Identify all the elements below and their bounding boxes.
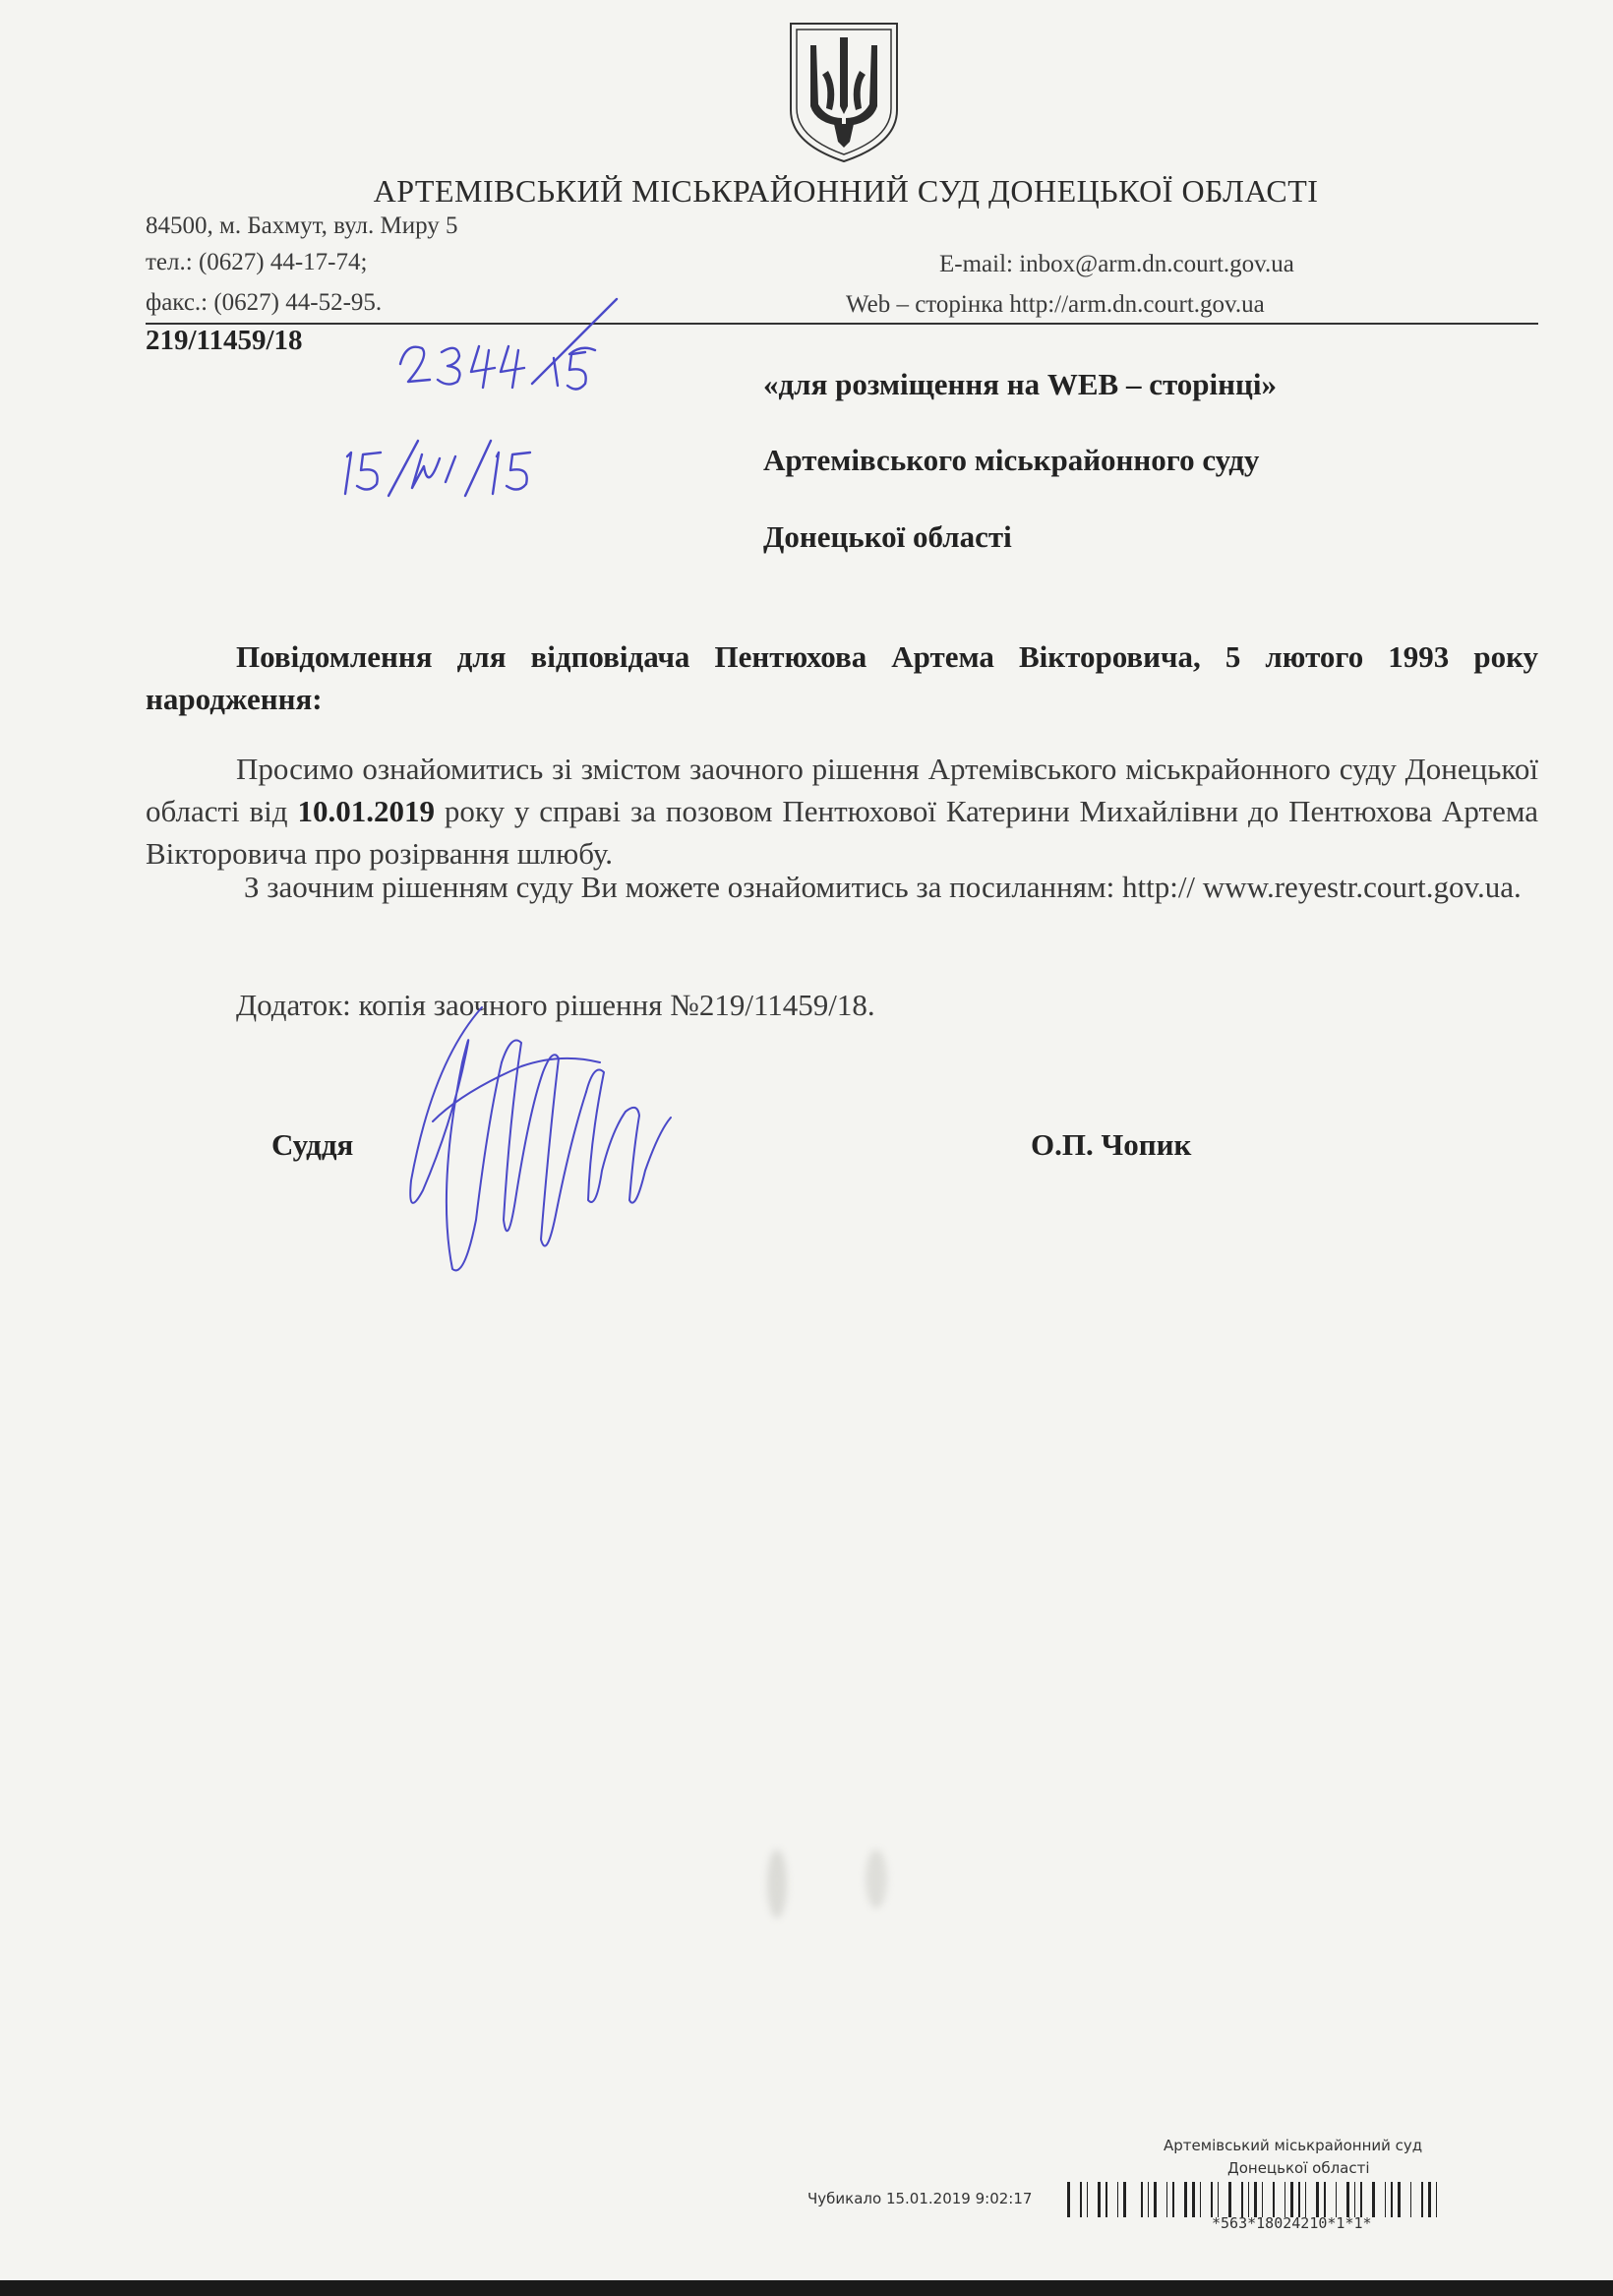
barcode-bar (1200, 2182, 1201, 2217)
case-number: 219/11459/18 (146, 325, 303, 356)
barcode-bar (1298, 2182, 1300, 2217)
judge-signature (393, 1003, 688, 1279)
barcode-bar (1398, 2182, 1401, 2217)
barcode-bar (1154, 2182, 1157, 2217)
barcode-bar (1305, 2182, 1306, 2217)
stamp-court-line-2: Донецької області (1227, 2159, 1370, 2177)
barcode-bar (1262, 2182, 1263, 2217)
barcode-bar (1117, 2182, 1118, 2217)
attachment-text: Додаток: копія заочного рішення №219/11459/18. (236, 988, 875, 1022)
decision-date: 10.01.2019 (297, 794, 435, 828)
barcode-bar (1410, 2182, 1411, 2217)
registration-barcode (1067, 2182, 1541, 2217)
barcode-bar (1211, 2182, 1213, 2217)
barcode-bar (1166, 2182, 1167, 2217)
paper-smudge (767, 1849, 787, 1918)
barcode-bar (1316, 2182, 1319, 2217)
scan-edge (0, 2280, 1613, 2296)
barcode-bar (1141, 2182, 1143, 2217)
body-paragraph-2 (146, 866, 1538, 908)
barcode-bar (1428, 2182, 1431, 2217)
barcode-bar (1218, 2182, 1219, 2217)
barcode-bar (1346, 2182, 1349, 2217)
barcode-bar (1172, 2182, 1174, 2217)
stamp-court-line-1: Артемівський міськрайонний суд (1164, 2137, 1423, 2154)
court-name: АРТЕМІВСЬКИЙ МІСЬКРАЙОННИЙ СУД ДОНЕЦЬКОЇ ОБЛАСТІ (373, 173, 1319, 209)
barcode-bar (1148, 2182, 1149, 2217)
addressee-line-3: Донецької області (763, 519, 1012, 554)
barcode-bar (1336, 2182, 1337, 2217)
barcode-bar (1192, 2182, 1195, 2217)
barcode-bar (1290, 2182, 1293, 2217)
barcode-bar (1273, 2182, 1275, 2217)
barcode-bar (1360, 2182, 1362, 2217)
body-paragraph-1 (146, 748, 1538, 875)
barcode-bar (1391, 2182, 1393, 2217)
barcode-bar (1080, 2182, 1082, 2217)
p2-text: З заочним рішенням суду Ви можете ознайомитись за посиланням: http:// www.reyestr.court.gov.ua. (244, 870, 1522, 904)
court-email: E-mail: inbox@arm.dn.court.gov.ua (939, 251, 1294, 277)
handwritten-registry-date (339, 433, 536, 502)
barcode-bar (1372, 2182, 1375, 2217)
notice-heading-text: Повідомлення для відповідача Пентюхова Артема Вікторовича, 5 лютого 1993 року народження: (146, 639, 1538, 716)
header-divider (146, 323, 1538, 325)
barcode-bar (1087, 2182, 1088, 2217)
barcode-bar (1123, 2182, 1126, 2217)
stamp-registrar: Чубикало 15.01.2019 9:02:17 (807, 2190, 1033, 2207)
barcode-text: *563*18024210*1*1* (1212, 2214, 1372, 2232)
barcode-bar (1248, 2182, 1249, 2217)
barcode-bar (1254, 2182, 1257, 2217)
barcode-bar (1324, 2182, 1326, 2217)
trident-coat-of-arms-icon (787, 20, 901, 163)
barcode-bar (1436, 2182, 1437, 2217)
court-fax: факс.: (0627) 44-52-95. (146, 289, 383, 316)
barcode-bar (1105, 2182, 1107, 2217)
barcode-bar (1228, 2182, 1231, 2217)
notice-heading (146, 635, 1538, 720)
signature-role: Суддя (271, 1127, 354, 1162)
barcode-bar (1067, 2182, 1070, 2217)
barcode-bar (1354, 2182, 1355, 2217)
court-web: Web – сторінка http://arm.dn.court.gov.ua (846, 291, 1265, 318)
barcode-bar (1385, 2182, 1386, 2217)
addressee-line-2: Артемівського міськрайонного суду (763, 443, 1260, 477)
addressee-line-1: «для розміщення на WEB – сторінці» (763, 367, 1277, 401)
barcode-bar (1098, 2182, 1101, 2217)
p1-text-after: року у справі за позовом Пентюхової Катерини Михайлівни до Пентюхова Артема Вікторовича про розірвання шлюбу. (146, 794, 1538, 871)
attachment-note (146, 984, 1538, 1026)
barcode-bar (1241, 2182, 1243, 2217)
barcode-bar (1421, 2182, 1423, 2217)
paper-smudge (866, 1849, 887, 1908)
barcode-bar (1284, 2182, 1285, 2217)
p1-text-before: Просимо ознайомитись зі змістом заочного рішення Артемівського міськрайонного суду Донецької області від (146, 752, 1538, 828)
court-address: 84500, м. Бахмут, вул. Миру 5 (146, 212, 458, 239)
handwritten-registry-number (388, 295, 625, 408)
signature-name: О.П. Чопик (1031, 1127, 1192, 1162)
barcode-bar (1184, 2182, 1187, 2217)
court-phone: тел.: (0627) 44-17-74; (146, 249, 368, 275)
